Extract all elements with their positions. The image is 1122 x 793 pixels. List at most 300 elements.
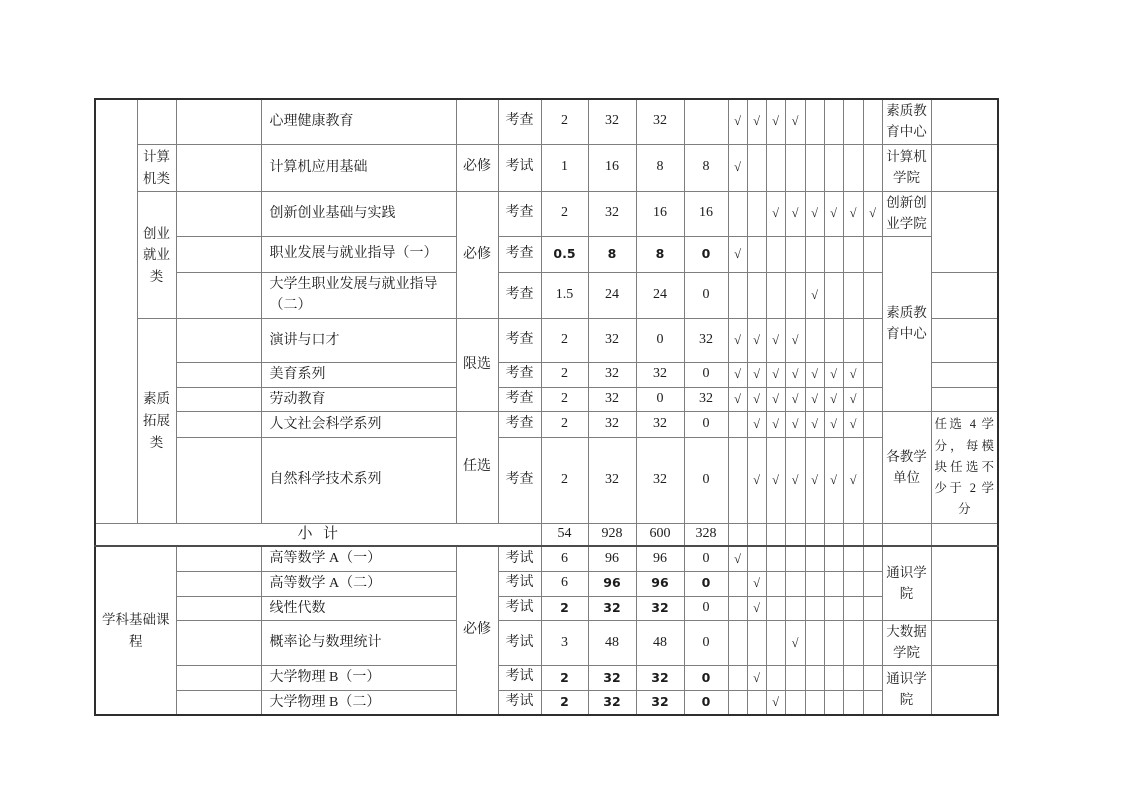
cell-teaching-unit-empty xyxy=(882,523,931,546)
cell-credits: 2 xyxy=(541,666,588,691)
cell-credits: 2 xyxy=(541,437,588,523)
table-row xyxy=(95,666,998,691)
cell-sem6-check xyxy=(824,666,843,691)
table-row xyxy=(95,319,998,363)
cell-assessment: 考查 xyxy=(498,387,541,412)
cell-practice-hours: 0 xyxy=(684,621,728,666)
cell-empty-r6 xyxy=(176,319,261,363)
cell-sem7-check: √ xyxy=(843,387,863,412)
cell-sem3-check: √ xyxy=(766,690,785,715)
cell-sem3-check: √ xyxy=(766,319,785,363)
cell-sem7-check xyxy=(843,523,863,546)
cell-lecture-hours: 32 xyxy=(636,690,684,715)
cell-practice-hours: 32 xyxy=(684,387,728,412)
cell-practice-hours: 0 xyxy=(684,596,728,621)
cell-total-hours: 96 xyxy=(588,546,636,571)
cell-total-hours: 8 xyxy=(588,236,636,272)
cell-sem6-check xyxy=(824,236,843,272)
cell-total-hours: 48 xyxy=(588,621,636,666)
cell-sem4-check: √ xyxy=(785,99,805,144)
cell-sem7-check: √ xyxy=(843,191,863,236)
cell-empty-r14 xyxy=(176,596,261,621)
cell-course-name: 计算机应用基础 xyxy=(261,144,456,191)
cell-course-name: 自然科学技术系列 xyxy=(261,437,456,523)
cell-empty-r17 xyxy=(176,690,261,715)
cell-sem2-check: √ xyxy=(747,99,766,144)
cell-sem8-check xyxy=(863,666,882,691)
cell-sem3-check xyxy=(766,546,785,571)
cell-practice-hours: 0 xyxy=(684,546,728,571)
cell-remark-r16 xyxy=(931,666,998,716)
cell-credits: 2 xyxy=(541,596,588,621)
cell-sem4-check xyxy=(785,272,805,318)
cell-sem8-check xyxy=(863,387,882,412)
cell-teaching-unit: 素质教育中心 xyxy=(882,236,931,412)
cell-course-nature: 限选 xyxy=(456,319,498,412)
cell-assessment: 考试 xyxy=(498,546,541,571)
cell-sem5-check xyxy=(805,621,824,666)
cell-sem2-check: √ xyxy=(747,596,766,621)
cell-teaching-unit: 大数据学院 xyxy=(882,621,931,666)
table-row xyxy=(95,236,998,272)
cell-sem4-check xyxy=(785,236,805,272)
cell-sem3-check: √ xyxy=(766,99,785,144)
cell-sem6-check xyxy=(824,144,843,191)
cell-course-name: 线性代数 xyxy=(261,596,456,621)
cell-sem8-check xyxy=(863,144,882,191)
cell-sem3-check xyxy=(766,523,785,546)
cell-course-nature: 必修 xyxy=(456,144,498,191)
cell-practice-hours: 16 xyxy=(684,191,728,236)
cell-teaching-unit: 各教学单位 xyxy=(882,412,931,523)
cell-total-hours: 32 xyxy=(588,412,636,438)
cell-assessment: 考查 xyxy=(498,319,541,363)
cell-sem5-check xyxy=(805,596,824,621)
cell-empty-r2 xyxy=(176,144,261,191)
cell-remark-r12 xyxy=(931,546,998,621)
cell-course-name: 心理健康教育 xyxy=(261,99,456,144)
cell-sem8-check xyxy=(863,236,882,272)
cell-credits: 3 xyxy=(541,621,588,666)
cell-sem6-check: √ xyxy=(824,387,843,412)
cell-sem7-check xyxy=(843,236,863,272)
table-row xyxy=(95,546,998,571)
cell-sem6-check xyxy=(824,690,843,715)
cell-sem3-check xyxy=(766,272,785,318)
cell-subtotal-total-hours: 928 xyxy=(588,523,636,546)
table-row xyxy=(95,412,998,438)
cell-sem6-check xyxy=(824,99,843,144)
table-row xyxy=(95,437,998,523)
cell-lecture-hours: 32 xyxy=(636,596,684,621)
cell-sem2-check xyxy=(747,690,766,715)
cell-sem5-check: √ xyxy=(805,191,824,236)
cell-sem6-check xyxy=(824,319,843,363)
cell-assessment: 考查 xyxy=(498,99,541,144)
cell-sem1-check: √ xyxy=(728,236,747,272)
cell-sem1-check xyxy=(728,191,747,236)
cell-sem8-check xyxy=(863,437,882,523)
cell-sem3-check: √ xyxy=(766,437,785,523)
table-row xyxy=(95,596,998,621)
cell-lecture-hours: 48 xyxy=(636,621,684,666)
cell-teaching-unit: 通识学院 xyxy=(882,546,931,621)
cell-remark-r6 xyxy=(931,319,998,363)
cell-empty-r7 xyxy=(176,363,261,388)
cell-empty-r3 xyxy=(176,191,261,236)
cell-credits: 1 xyxy=(541,144,588,191)
cell-credits: 0.5 xyxy=(541,236,588,272)
cell-sem4-check xyxy=(785,546,805,571)
cell-sem1-check xyxy=(728,412,747,438)
cell-practice-hours: 8 xyxy=(684,144,728,191)
cell-credits: 2 xyxy=(541,387,588,412)
cell-sem4-check: √ xyxy=(785,319,805,363)
cell-total-hours: 32 xyxy=(588,363,636,388)
cell-empty-r16 xyxy=(176,666,261,691)
cell-teaching-unit: 通识学院 xyxy=(882,666,931,716)
cell-sem5-check xyxy=(805,666,824,691)
cell-sem4-check xyxy=(785,690,805,715)
cell-sem7-check xyxy=(843,596,863,621)
cell-total-hours: 32 xyxy=(588,191,636,236)
cell-assessment: 考查 xyxy=(498,191,541,236)
cell-sem5-check xyxy=(805,144,824,191)
cell-sem8-check xyxy=(863,412,882,438)
cell-sem4-check xyxy=(785,666,805,691)
cell-credits: 2 xyxy=(541,99,588,144)
cell-empty-r13 xyxy=(176,571,261,596)
cell-practice-hours: 0 xyxy=(684,236,728,272)
table-row xyxy=(95,363,998,388)
table-row xyxy=(95,191,998,236)
cell-sem8-check xyxy=(863,523,882,546)
cell-empty-r15 xyxy=(176,621,261,666)
cell-sem4-check xyxy=(785,571,805,596)
cell-course-name: 人文社会科学系列 xyxy=(261,412,456,438)
cell-category-discipline-basic: 学科基础课程 xyxy=(95,546,176,715)
cell-sem7-check xyxy=(843,571,863,596)
cell-empty-r10 xyxy=(176,437,261,523)
cell-sem1-check xyxy=(728,690,747,715)
cell-practice-hours xyxy=(684,99,728,144)
cell-empty-r8 xyxy=(176,387,261,412)
cell-remark-elective: 任选 4 学分，每模块任选不少于 2 学分 xyxy=(931,412,998,523)
cell-sem2-check: √ xyxy=(747,571,766,596)
cell-empty-r5 xyxy=(176,272,261,318)
cell-sem7-check xyxy=(843,546,863,571)
cell-sem6-check xyxy=(824,546,843,571)
cell-assessment: 考试 xyxy=(498,596,541,621)
cell-sem1-check xyxy=(728,272,747,318)
cell-sem4-check xyxy=(785,523,805,546)
cell-sem5-check xyxy=(805,546,824,571)
cell-sem7-check: √ xyxy=(843,412,863,438)
cell-assessment: 考查 xyxy=(498,236,541,272)
cell-sem5-check xyxy=(805,319,824,363)
curriculum-table xyxy=(94,98,999,716)
cell-course-name: 高等数学 A（一） xyxy=(261,546,456,571)
cell-sem3-check xyxy=(766,596,785,621)
cell-lecture-hours: 32 xyxy=(636,412,684,438)
cell-assessment: 考试 xyxy=(498,621,541,666)
cell-sem8-check xyxy=(863,596,882,621)
cell-sem1-check: √ xyxy=(728,387,747,412)
cell-assessment: 考查 xyxy=(498,412,541,438)
cell-sem2-check xyxy=(747,144,766,191)
cell-sem8-check xyxy=(863,319,882,363)
cell-sem2-check xyxy=(747,236,766,272)
cell-sem3-check xyxy=(766,236,785,272)
cell-course-name: 演讲与口才 xyxy=(261,319,456,363)
cell-course-nature: 任选 xyxy=(456,412,498,523)
cell-sem2-check: √ xyxy=(747,666,766,691)
cell-sem2-check: √ xyxy=(747,412,766,438)
cell-lecture-hours: 32 xyxy=(636,363,684,388)
cell-lecture-hours: 8 xyxy=(636,236,684,272)
cell-lecture-hours: 96 xyxy=(636,546,684,571)
cell-course-name: 高等数学 A（二） xyxy=(261,571,456,596)
cell-credits: 2 xyxy=(541,319,588,363)
cell-sem5-check xyxy=(805,99,824,144)
cell-lecture-hours: 96 xyxy=(636,571,684,596)
cell-practice-hours: 0 xyxy=(684,666,728,691)
cell-sem6-check xyxy=(824,523,843,546)
cell-credits: 1.5 xyxy=(541,272,588,318)
cell-sem6-check: √ xyxy=(824,437,843,523)
cell-assessment: 考查 xyxy=(498,437,541,523)
cell-sem1-check xyxy=(728,437,747,523)
cell-practice-hours: 0 xyxy=(684,272,728,318)
table-row xyxy=(95,272,998,318)
cell-credits: 6 xyxy=(541,571,588,596)
cell-sem1-check xyxy=(728,571,747,596)
cell-total-hours: 24 xyxy=(588,272,636,318)
cell-sem8-check xyxy=(863,546,882,571)
cell-sem3-check xyxy=(766,571,785,596)
cell-practice-hours: 0 xyxy=(684,412,728,438)
cell-sem8-check xyxy=(863,272,882,318)
cell-total-hours: 16 xyxy=(588,144,636,191)
cell-sem2-check: √ xyxy=(747,387,766,412)
cell-sem1-check: √ xyxy=(728,99,747,144)
cell-sem6-check: √ xyxy=(824,191,843,236)
cell-sem7-check xyxy=(843,621,863,666)
cell-sem4-check xyxy=(785,144,805,191)
cell-sem3-check xyxy=(766,666,785,691)
cell-subtotal-lecture-hours: 600 xyxy=(636,523,684,546)
cell-sem6-check xyxy=(824,272,843,318)
cell-sem5-check: √ xyxy=(805,437,824,523)
cell-total-hours: 32 xyxy=(588,666,636,691)
cell-sem3-check: √ xyxy=(766,191,785,236)
cell-course-nature-r1 xyxy=(456,99,498,144)
cell-practice-hours: 0 xyxy=(684,437,728,523)
cell-assessment: 考试 xyxy=(498,690,541,715)
cell-subtotal-practice-hours: 328 xyxy=(684,523,728,546)
cell-course-name: 职业发展与就业指导（一） xyxy=(261,236,456,272)
cell-lecture-hours: 0 xyxy=(636,387,684,412)
cell-lecture-hours: 24 xyxy=(636,272,684,318)
cell-empty-r4 xyxy=(176,236,261,272)
cell-sem7-check xyxy=(843,319,863,363)
cell-credits: 2 xyxy=(541,412,588,438)
cell-sem5-check xyxy=(805,523,824,546)
cell-teaching-unit: 计算机学院 xyxy=(882,144,931,191)
cell-sem1-check: √ xyxy=(728,546,747,571)
cell-sem5-check xyxy=(805,571,824,596)
cell-course-name: 美育系列 xyxy=(261,363,456,388)
cell-sem4-check xyxy=(785,596,805,621)
cell-sem2-check xyxy=(747,546,766,571)
cell-category-group-top xyxy=(95,99,137,523)
cell-sem5-check: √ xyxy=(805,412,824,438)
cell-sem5-check xyxy=(805,236,824,272)
cell-sem4-check: √ xyxy=(785,437,805,523)
cell-sem8-check: √ xyxy=(863,191,882,236)
cell-credits: 2 xyxy=(541,363,588,388)
cell-sem2-check: √ xyxy=(747,319,766,363)
cell-sem8-check xyxy=(863,571,882,596)
cell-sem1-check xyxy=(728,621,747,666)
cell-sem1-check xyxy=(728,596,747,621)
cell-course-name: 概率论与数理统计 xyxy=(261,621,456,666)
cell-sem3-check: √ xyxy=(766,412,785,438)
cell-subcategory: 素质拓展类 xyxy=(137,319,176,524)
table-row xyxy=(95,387,998,412)
cell-sem3-check: √ xyxy=(766,387,785,412)
cell-credits: 2 xyxy=(541,690,588,715)
cell-credits: 2 xyxy=(541,191,588,236)
cell-remark-r7 xyxy=(931,363,998,388)
cell-empty-r1 xyxy=(176,99,261,144)
table-row xyxy=(95,690,998,715)
cell-lecture-hours: 32 xyxy=(636,666,684,691)
table-row xyxy=(95,571,998,596)
cell-total-hours: 32 xyxy=(588,387,636,412)
cell-remark-r5 xyxy=(931,272,998,318)
cell-sem6-check xyxy=(824,571,843,596)
cell-sem2-check xyxy=(747,191,766,236)
cell-sem2-check xyxy=(747,621,766,666)
cell-sem5-check: √ xyxy=(805,387,824,412)
cell-total-hours: 32 xyxy=(588,437,636,523)
cell-total-hours: 32 xyxy=(588,596,636,621)
cell-total-hours: 32 xyxy=(588,690,636,715)
cell-sem7-check xyxy=(843,272,863,318)
table-row xyxy=(95,621,998,666)
cell-remark-r3 xyxy=(931,191,998,272)
cell-sem4-check: √ xyxy=(785,387,805,412)
cell-total-hours: 32 xyxy=(588,99,636,144)
cell-course-name: 劳动教育 xyxy=(261,387,456,412)
cell-sem6-check: √ xyxy=(824,363,843,388)
cell-lecture-hours: 0 xyxy=(636,319,684,363)
cell-assessment: 考试 xyxy=(498,666,541,691)
cell-sem7-check xyxy=(843,666,863,691)
cell-total-hours: 32 xyxy=(588,319,636,363)
cell-sem1-check: √ xyxy=(728,144,747,191)
cell-sem1-check: √ xyxy=(728,363,747,388)
cell-sem1-check xyxy=(728,666,747,691)
cell-course-nature: 必修 xyxy=(456,546,498,715)
cell-subtotal-credits: 54 xyxy=(541,523,588,546)
cell-remark-r2 xyxy=(931,144,998,191)
cell-remark-r15 xyxy=(931,621,998,666)
cell-sem8-check xyxy=(863,621,882,666)
table-row xyxy=(95,144,998,191)
cell-sem4-check: √ xyxy=(785,621,805,666)
cell-course-name: 大学物理 B（二） xyxy=(261,690,456,715)
cell-teaching-unit: 创新创业学院 xyxy=(882,191,931,236)
cell-sem4-check: √ xyxy=(785,412,805,438)
cell-course-nature: 必修 xyxy=(456,191,498,318)
cell-course-name: 创新创业基础与实践 xyxy=(261,191,456,236)
cell-subcategory: 计算机类 xyxy=(137,144,176,191)
cell-sem2-check xyxy=(747,272,766,318)
cell-sem5-check: √ xyxy=(805,272,824,318)
cell-sem1-check: √ xyxy=(728,319,747,363)
cell-sem6-check: √ xyxy=(824,412,843,438)
cell-assessment: 考试 xyxy=(498,571,541,596)
table-row xyxy=(95,99,998,144)
cell-sem8-check xyxy=(863,363,882,388)
cell-sem2-check xyxy=(747,523,766,546)
cell-remark-r8 xyxy=(931,387,998,412)
cell-lecture-hours: 16 xyxy=(636,191,684,236)
cell-sem7-check xyxy=(843,144,863,191)
cell-subcategory: 创业就业类 xyxy=(137,191,176,318)
cell-practice-hours: 32 xyxy=(684,319,728,363)
cell-credits: 6 xyxy=(541,546,588,571)
cell-lecture-hours: 32 xyxy=(636,99,684,144)
cell-sem3-check: √ xyxy=(766,363,785,388)
cell-sem5-check xyxy=(805,690,824,715)
cell-practice-hours: 0 xyxy=(684,690,728,715)
cell-total-hours: 96 xyxy=(588,571,636,596)
cell-sem2-check: √ xyxy=(747,363,766,388)
cell-subtotal-label: 小 计 xyxy=(95,523,541,546)
cell-subcategory-r1 xyxy=(137,99,176,144)
cell-remark-r11 xyxy=(931,523,998,546)
cell-sem6-check xyxy=(824,596,843,621)
cell-remark-r1 xyxy=(931,99,998,144)
cell-lecture-hours: 32 xyxy=(636,437,684,523)
cell-assessment: 考查 xyxy=(498,272,541,318)
cell-course-name: 大学生职业发展与就业指导（二） xyxy=(261,272,456,318)
cell-course-name: 大学物理 B（一） xyxy=(261,666,456,691)
cell-sem7-check xyxy=(843,99,863,144)
subtotal-row xyxy=(95,523,998,546)
cell-sem1-check xyxy=(728,523,747,546)
cell-lecture-hours: 8 xyxy=(636,144,684,191)
cell-sem4-check: √ xyxy=(785,363,805,388)
cell-assessment: 考试 xyxy=(498,144,541,191)
cell-empty-r9 xyxy=(176,412,261,438)
cell-sem8-check xyxy=(863,99,882,144)
cell-sem3-check xyxy=(766,621,785,666)
cell-sem7-check xyxy=(843,690,863,715)
cell-practice-hours: 0 xyxy=(684,571,728,596)
cell-sem7-check: √ xyxy=(843,363,863,388)
cell-assessment: 考查 xyxy=(498,363,541,388)
cell-practice-hours: 0 xyxy=(684,363,728,388)
cell-sem3-check xyxy=(766,144,785,191)
cell-sem6-check xyxy=(824,621,843,666)
cell-teaching-unit: 素质教育中心 xyxy=(882,99,931,144)
cell-sem7-check: √ xyxy=(843,437,863,523)
cell-sem4-check: √ xyxy=(785,191,805,236)
